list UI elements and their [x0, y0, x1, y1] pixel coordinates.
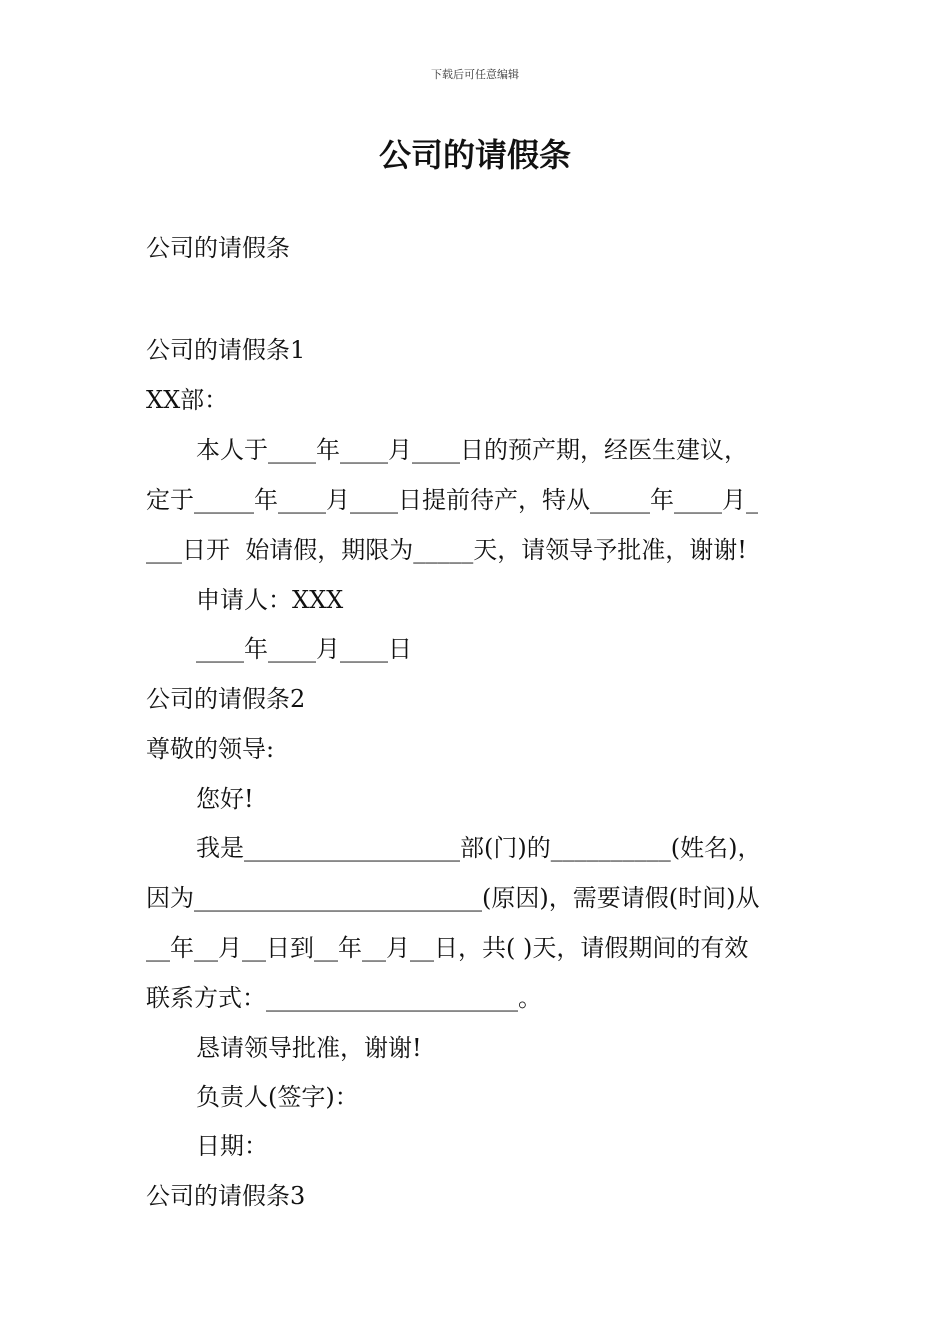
document-title: 公司的请假条	[378, 136, 571, 174]
section-heading-1: 公司的请假条1	[146, 336, 306, 364]
header-note: 下载后可任意编辑	[431, 68, 519, 81]
body-paragraph-line: 本人于____年____月____日的预产期，经医生建议，	[196, 436, 748, 464]
body-paragraph-line: 联系方式：_____________________。	[146, 984, 542, 1012]
section-heading: 公司的请假条	[146, 234, 290, 262]
body-paragraph-line: __年__月__日到__年__月__日，共( )天，请假期间的有效	[146, 934, 749, 962]
greeting-line: 您好!	[196, 785, 254, 813]
body-paragraph-line: 定于_____年____月____日提前待产，特从_____年____月_	[146, 486, 758, 514]
date-line: ____年____月____日	[196, 635, 412, 663]
section-heading-2: 公司的请假条2	[146, 685, 306, 713]
body-paragraph-line: ___日开 始请假，期限为_____天，请领导予批准，谢谢!	[146, 536, 747, 564]
applicant-line: 申请人：XXX	[196, 586, 344, 614]
signature-line: 负责人(签字)：	[196, 1083, 359, 1111]
section-heading-3: 公司的请假条3	[146, 1182, 306, 1210]
closing-line: 恳请领导批准，谢谢!	[196, 1034, 422, 1062]
salutation-line: 尊敬的领导:	[146, 735, 275, 763]
recipient-line: XX部：	[146, 386, 229, 414]
body-paragraph-line: 我是__________________部(门)的__________(姓名)，	[196, 834, 762, 862]
date-line: 日期：	[196, 1132, 268, 1160]
body-paragraph-line: 因为________________________(原因)，需要请假(时间)从	[146, 884, 760, 912]
